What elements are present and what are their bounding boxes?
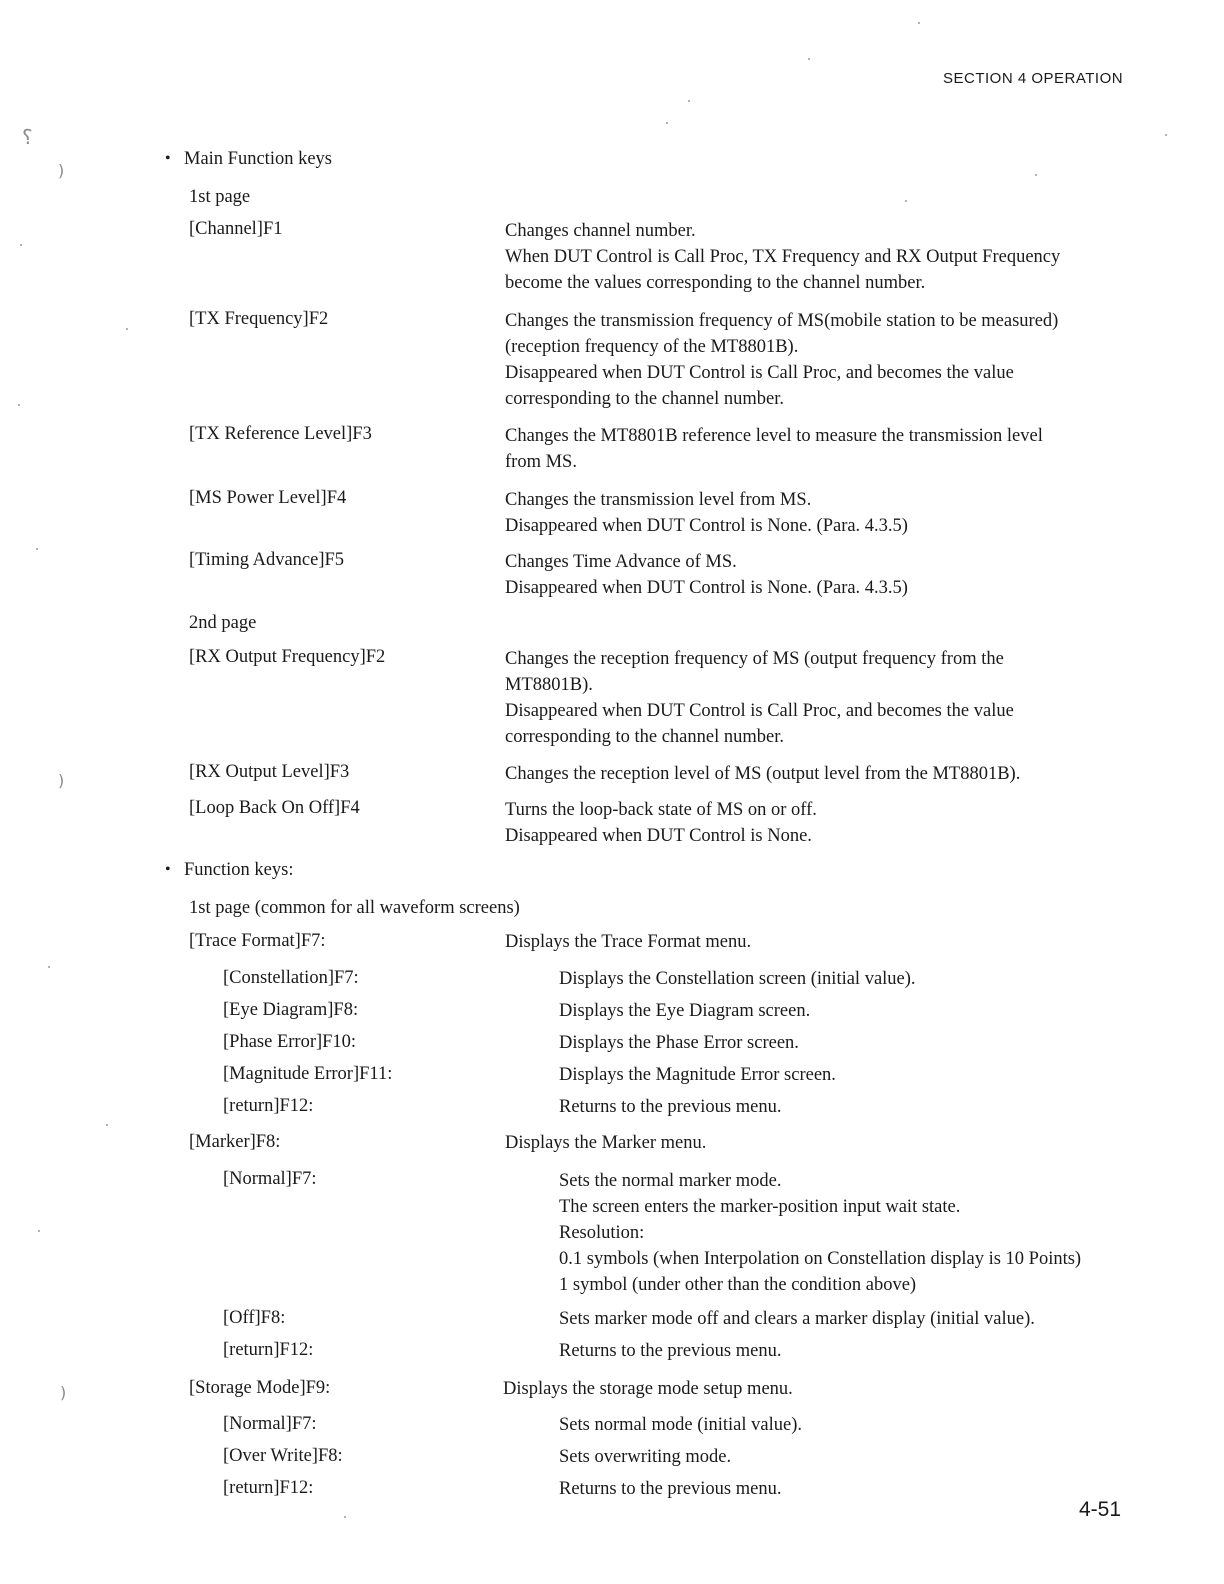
scan-speck <box>344 1516 346 1518</box>
submenu-key: [return]F12: <box>223 1478 314 1498</box>
storage-mode-key: [Storage Mode]F9: <box>189 1378 331 1398</box>
scan-speck <box>20 244 22 246</box>
key-description: Changes the transmission level from MS. Disappeared when DUT Control is None. (Para. 4.3.5) <box>505 490 908 536</box>
submenu-desc: Sets the normal marker mode. The screen enters the marker-position input wait state. Resolution: 0.1 symbols (when Interpolation on Constellation display is 10 Points) 1 symbol (under other than the condition above) <box>559 1171 1082 1295</box>
binding-hole-mark: ) <box>58 161 65 180</box>
key-description: Changes the reception level of MS (output level from the MT8801B). <box>505 764 1021 784</box>
page2-label: 2nd page <box>189 613 257 633</box>
binding-hole-mark: ) <box>58 771 65 790</box>
scan-speck <box>1035 174 1037 176</box>
key-label: [Loop Back On Off]F4 <box>189 798 360 818</box>
binding-hole-mark: ⸮ <box>22 125 33 149</box>
scan-speck <box>38 1230 40 1232</box>
key-label: [RX Output Frequency]F2 <box>189 647 386 667</box>
scan-speck <box>1165 134 1167 136</box>
submenu-desc: Displays the Phase Error screen. <box>559 1033 799 1053</box>
scan-speck <box>36 548 38 550</box>
submenu-desc: Sets overwriting mode. <box>559 1447 732 1467</box>
submenu-desc: Returns to the previous menu. <box>559 1479 782 1499</box>
submenu-desc: Returns to the previous menu. <box>559 1097 782 1117</box>
scan-speck <box>688 100 690 102</box>
section-header: SECTION 4 OPERATION <box>943 70 1124 87</box>
scan-speck <box>666 122 668 124</box>
trace-format-key: [Trace Format]F7: <box>189 931 326 951</box>
key-label: [Timing Advance]F5 <box>189 550 345 570</box>
scan-speck <box>126 328 128 330</box>
scan-speck <box>918 22 920 24</box>
marker-desc: Displays the Marker menu. <box>505 1133 707 1153</box>
submenu-key: [Over Write]F8: <box>223 1446 343 1466</box>
key-description: Changes Time Advance of MS. Disappeared when DUT Control is None. (Para. 4.3.5) <box>505 552 908 598</box>
storage-mode-desc: Displays the storage mode setup menu. <box>503 1379 793 1399</box>
key-description: Changes the MT8801B reference level to measure the transmission level from MS. <box>505 426 1043 472</box>
submenu-key: [return]F12: <box>223 1096 314 1116</box>
scan-speck <box>18 404 20 406</box>
submenu-key: [return]F12: <box>223 1340 314 1360</box>
submenu-key: [Phase Error]F10: <box>223 1032 357 1052</box>
function-keys-heading: • Function keys: <box>184 857 293 883</box>
scan-speck <box>48 966 50 968</box>
submenu-desc: Displays the Magnitude Error screen. <box>559 1065 836 1085</box>
key-description: Changes the reception frequency of MS (output frequency from the MT8801B). Disappeared when DUT Control is Call Proc, and becomes the value corresponding to the channel number. <box>505 649 1014 747</box>
function-keys-page1-label: 1st page (common for all waveform screens) <box>189 898 520 918</box>
key-label: [Channel]F1 <box>189 219 283 239</box>
key-label: [RX Output Level]F3 <box>189 762 350 782</box>
submenu-desc: Returns to the previous menu. <box>559 1341 782 1361</box>
submenu-key: [Normal]F7: <box>223 1414 317 1434</box>
scan-speck <box>106 1124 108 1126</box>
page1-label: 1st page <box>189 187 251 207</box>
submenu-key: [Normal]F7: <box>223 1169 317 1189</box>
trace-format-desc: Displays the Trace Format menu. <box>505 932 752 952</box>
submenu-desc: Sets normal mode (initial value). <box>559 1415 803 1435</box>
submenu-key: [Magnitude Error]F11: <box>223 1064 393 1084</box>
submenu-desc: Displays the Eye Diagram screen. <box>559 1001 811 1021</box>
submenu-key: [Off]F8: <box>223 1308 286 1328</box>
key-description: Changes the transmission frequency of MS(mobile station to be measured) (reception frequency of the MT8801B). Disappeared when DUT Control is Call Proc, and becomes the value corresponding to the channel number. <box>505 311 1059 409</box>
submenu-key: [Eye Diagram]F8: <box>223 1000 359 1020</box>
submenu-desc: Displays the Constellation screen (initial value). <box>559 969 916 989</box>
scan-speck <box>905 200 907 202</box>
binding-hole-mark: ) <box>60 1383 67 1402</box>
submenu-desc: Sets marker mode off and clears a marker display (initial value). <box>559 1309 1035 1329</box>
marker-key: [Marker]F8: <box>189 1132 281 1152</box>
key-label: [TX Reference Level]F3 <box>189 424 372 444</box>
key-label: [TX Frequency]F2 <box>189 309 329 329</box>
submenu-key: [Constellation]F7: <box>223 968 359 988</box>
page-number: 4-51 <box>1079 1498 1122 1521</box>
key-label: [MS Power Level]F4 <box>189 488 347 508</box>
main-function-keys-heading: • Main Function keys <box>184 146 332 172</box>
key-description: Changes channel number. When DUT Control is Call Proc, TX Frequency and RX Output Frequency become the values corresponding to the channel number. <box>505 221 1061 293</box>
scan-speck <box>808 58 810 60</box>
key-description: Turns the loop-back state of MS on or off. Disappeared when DUT Control is None. <box>505 800 817 846</box>
